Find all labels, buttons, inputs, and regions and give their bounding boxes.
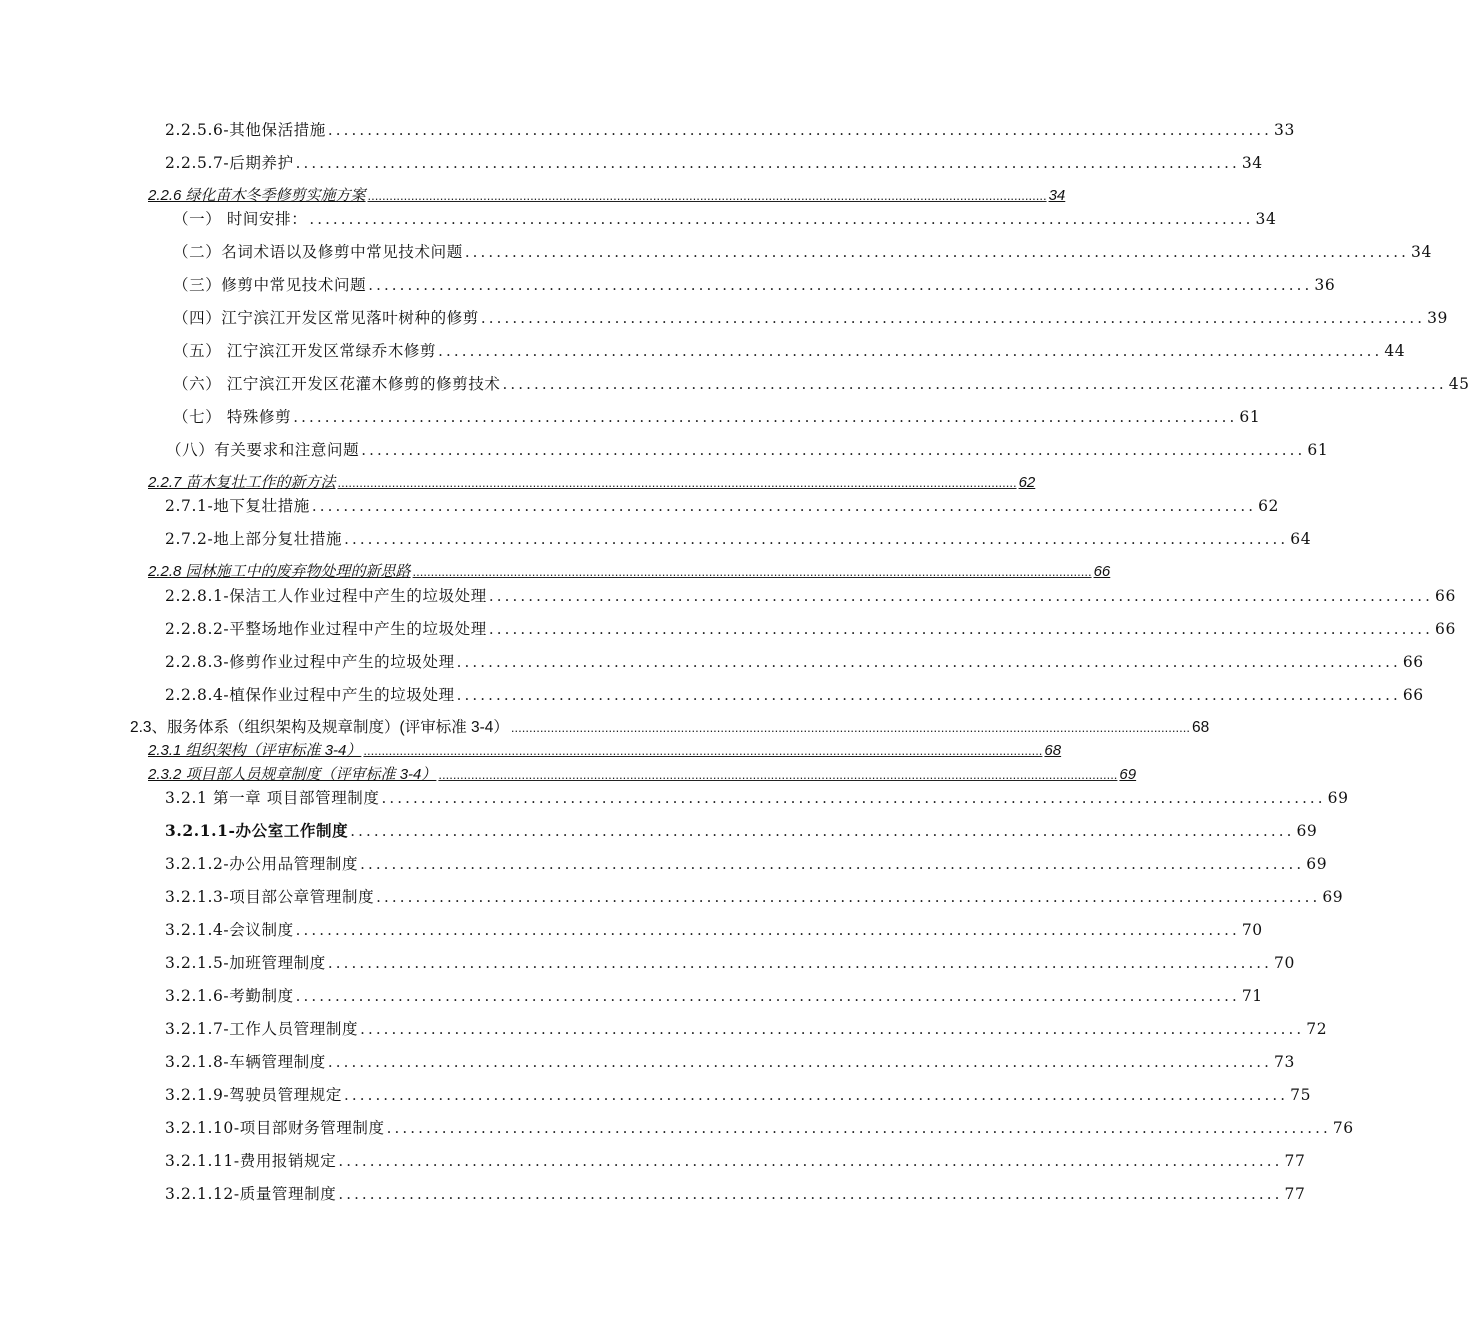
- toc-entry-page: 66: [1435, 620, 1456, 638]
- toc-entry-title: 2.3.2 项目部人员规章制度（评审标准 3-4）: [148, 766, 437, 783]
- toc-entry-title: （二）名词术语以及修剪中常见技术问题: [173, 243, 463, 261]
- toc-leader-dots: ........................................................................................................................: [368, 276, 1313, 294]
- toc-entry-title: 3.2.1.11-费用报销规定: [165, 1152, 337, 1170]
- toc-entry[interactable]: [165, 1017, 1328, 1039]
- toc-leader-dots: ........................................................................................................................: [338, 1185, 1283, 1203]
- toc-entry[interactable]: [173, 339, 1406, 361]
- toc-entry-title: 2.2.5.6-其他保活措施: [165, 121, 326, 139]
- toc-entry-title: 2.2.6 绿化苗木冬季修剪实施方案: [148, 187, 366, 204]
- toc-leader-dots: ........................................................................................................................: [295, 921, 1240, 939]
- toc-entry-page: 76: [1332, 1119, 1354, 1137]
- toc-entry-page: 39: [1427, 309, 1449, 327]
- toc-leader-dots: ........................................................................................................................: [293, 408, 1238, 426]
- toc-entry-page: 34: [1048, 187, 1066, 204]
- toc-entry-page: 66: [1093, 563, 1111, 580]
- toc-entry-title: 2.2.8 园林施工中的废弃物处理的新思路: [148, 563, 411, 580]
- toc-entry-page: 69: [1296, 822, 1318, 840]
- toc-entry-page: 62: [1018, 474, 1036, 491]
- toc-leader-dots: ............................................................................................................................................................................................: [337, 475, 1017, 490]
- toc-entry-title: 2.2.8.1-保洁工人作业过程中产生的垃圾处理: [165, 587, 487, 605]
- toc-entry-page: 69: [1327, 789, 1349, 807]
- toc-entry-title: 2.2.8.2-平整场地作业过程中产生的垃圾处理: [165, 620, 487, 638]
- toc-entry[interactable]: [165, 1050, 1295, 1072]
- toc-entry[interactable]: [173, 306, 1449, 328]
- toc-entry-title: 2.2.7 苗木复壮工作的新方法: [148, 474, 336, 491]
- toc-entry[interactable]: [165, 1083, 1312, 1105]
- toc-entry-page: 62: [1258, 497, 1279, 515]
- toc-leader-dots: ........................................................................................................................: [295, 154, 1240, 172]
- toc-entry[interactable]: [165, 1182, 1306, 1204]
- toc-entry-page: 44: [1384, 342, 1406, 360]
- toc-chapter-heading[interactable]: [130, 715, 1210, 737]
- toc-entry-page: 33: [1274, 121, 1295, 139]
- toc-leader-dots: ........................................................................................................................: [488, 587, 1434, 605]
- toc-section-heading[interactable]: [148, 560, 1111, 581]
- toc-entry-title: 3.2.1.2-办公用品管理制度: [165, 855, 359, 873]
- toc-entry-title: 3.2.1.4-会议制度: [165, 921, 294, 939]
- toc-entry-page: 61: [1239, 408, 1261, 426]
- toc-leader-dots: ............................................................................................................................................................................................: [412, 564, 1092, 579]
- toc-entry-page: 66: [1402, 653, 1424, 671]
- toc-entry-title: （三）修剪中常见技术问题: [173, 276, 367, 294]
- toc-entry[interactable]: [165, 617, 1456, 639]
- toc-entry-page: 72: [1306, 1020, 1328, 1038]
- toc-entry-title: （八）有关要求和注意问题: [166, 441, 360, 459]
- toc-entry[interactable]: [165, 584, 1456, 606]
- toc-leader-dots: ........................................................................................................................: [480, 309, 1426, 327]
- toc-entry-page: 77: [1284, 1152, 1306, 1170]
- toc-leader-dots: ........................................................................................................................: [488, 620, 1434, 638]
- toc-entry-page: 70: [1241, 921, 1263, 939]
- toc-leader-dots: ........................................................................................................................: [295, 987, 1240, 1005]
- toc-entry[interactable]: [166, 438, 1329, 460]
- toc-entry-title: 3.2.1.8-车辆管理制度: [165, 1053, 326, 1071]
- toc-section-heading[interactable]: [148, 184, 1066, 205]
- toc-entry[interactable]: [165, 683, 1424, 705]
- toc-entry-page: 34: [1255, 210, 1277, 228]
- toc-entry[interactable]: [165, 494, 1279, 516]
- toc-entry-title: 3.2.1.6-考勤制度: [165, 987, 294, 1005]
- toc-entry-title: 2.3、服务体系（组织架构及规章制度）(评审标准 3-4）: [130, 719, 509, 736]
- toc-entry-title: 3.2.1.3-项目部公章管理制度: [165, 888, 375, 906]
- toc-entry-page: 66: [1402, 686, 1424, 704]
- toc-leader-dots: ........................................................................................................................: [464, 243, 1409, 261]
- toc-entry-page: 69: [1322, 888, 1344, 906]
- toc-entry[interactable]: [173, 372, 1470, 394]
- toc-leader-dots: ........................................................................................................................: [502, 375, 1447, 393]
- toc-entry[interactable]: [165, 118, 1295, 140]
- toc-entry-title: （四）江宁滨江开发区常见落叶树种的修剪: [173, 309, 479, 327]
- toc-entry[interactable]: [173, 273, 1336, 295]
- toc-entry-title: 3.2.1.12-质量管理制度: [165, 1185, 337, 1203]
- toc-entry-page: 69: [1306, 855, 1328, 873]
- toc-leader-dots: ........................................................................................................................: [350, 822, 1295, 840]
- toc-leader-dots: ........................................................................................................................: [456, 686, 1401, 704]
- toc-leader-dots: ............................................................................................................................................................................................: [367, 188, 1047, 203]
- toc-leader-dots: ........................................................................................................................: [386, 1119, 1331, 1137]
- toc-leader-dots: ........................................................................................................................: [327, 121, 1273, 139]
- toc-leader-dots: ............................................................................................................................................................................................: [510, 720, 1190, 735]
- toc-entry[interactable]: [165, 918, 1263, 940]
- toc-entry-title: 2.7.2-地上部分复壮措施: [165, 530, 343, 548]
- toc-entry-title: 2.2.8.4-植保作业过程中产生的垃圾处理: [165, 686, 455, 704]
- toc-entry-page: 45: [1448, 375, 1470, 393]
- toc-entry-page: 66: [1435, 587, 1456, 605]
- toc-leader-dots: ........................................................................................................................: [311, 497, 1257, 515]
- toc-entry-page: 73: [1274, 1053, 1295, 1071]
- toc-entry-title: 3.2.1.10-项目部财务管理制度: [165, 1119, 385, 1137]
- toc-leader-dots: ........................................................................................................................: [343, 1086, 1289, 1104]
- toc-entry-page: 71: [1241, 987, 1263, 1005]
- toc-entry-title: （一） 时间安排：: [173, 210, 308, 228]
- toc-entry[interactable]: [165, 527, 1312, 549]
- toc-entry-page: 64: [1290, 530, 1312, 548]
- toc-leader-dots: ........................................................................................................................: [360, 1020, 1305, 1038]
- toc-section-heading[interactable]: [148, 739, 1062, 760]
- toc-leader-dots: ........................................................................................................................: [376, 888, 1321, 906]
- toc-entry[interactable]: [165, 852, 1328, 874]
- toc-leader-dots: ........................................................................................................................: [327, 1053, 1273, 1071]
- toc-entry-title: 2.7.1-地下复壮措施: [165, 497, 310, 515]
- toc-entry-page: 34: [1410, 243, 1432, 261]
- toc-leader-dots: ........................................................................................................................: [381, 789, 1326, 807]
- toc-entry[interactable]: [173, 207, 1277, 229]
- toc-entry-page: 61: [1307, 441, 1329, 459]
- toc-entry-page: 69: [1119, 766, 1137, 783]
- toc-entry-page: 36: [1314, 276, 1336, 294]
- toc-leader-dots: ............................................................................................................................................................................................: [438, 767, 1118, 782]
- toc-leader-dots: ........................................................................................................................: [327, 954, 1273, 972]
- toc-leader-dots: ............................................................................................................................................................................................: [363, 743, 1043, 758]
- toc-entry-title: 2.3.1 组织架构（评审标准 3-4）: [148, 742, 362, 759]
- toc-entry-title: 3.2.1.5-加班管理制度: [165, 954, 326, 972]
- toc-entry-title: （六） 江宁滨江开发区花灌木修剪的修剪技术: [173, 375, 501, 393]
- toc-leader-dots: ........................................................................................................................: [456, 653, 1401, 671]
- toc-entry-title: 2.2.8.3-修剪作业过程中产生的垃圾处理: [165, 653, 455, 671]
- toc-entry-page: 77: [1284, 1185, 1306, 1203]
- toc-entry-page: 70: [1274, 954, 1295, 972]
- toc-leader-dots: ........................................................................................................................: [344, 530, 1289, 548]
- toc-entry[interactable]: [165, 1149, 1306, 1171]
- toc-entry[interactable]: [173, 240, 1432, 262]
- toc-section-heading[interactable]: [148, 763, 1137, 784]
- toc-entry-page: 68: [1044, 742, 1062, 759]
- toc-entry[interactable]: [173, 405, 1261, 427]
- toc-entry-title: 3.2.1.9-驾驶员管理规定: [165, 1086, 342, 1104]
- toc-leader-dots: ........................................................................................................................: [361, 441, 1306, 459]
- toc-entry[interactable]: [165, 984, 1263, 1006]
- toc-leader-dots: ........................................................................................................................: [360, 855, 1305, 873]
- toc-entry-title: 3.2.1.7-工作人员管理制度: [165, 1020, 359, 1038]
- toc-entry-page: 68: [1191, 719, 1210, 736]
- toc-leader-dots: ........................................................................................................................: [338, 1152, 1283, 1170]
- toc-entry[interactable]: [165, 650, 1424, 672]
- toc-entry-title: 2.2.5.7-后期养护: [165, 154, 294, 172]
- toc-entry-title: 3.2.1.1-办公室工作制度: [165, 821, 349, 840]
- toc-entry-page: 34: [1241, 154, 1263, 172]
- toc-section-heading[interactable]: [148, 471, 1036, 492]
- toc-leader-dots: ........................................................................................................................: [309, 210, 1254, 228]
- toc-entry[interactable]: [165, 885, 1344, 907]
- toc-entry[interactable]: [165, 151, 1263, 173]
- toc-entry-title: （五） 江宁滨江开发区常绿乔木修剪: [173, 342, 437, 360]
- toc-entry[interactable]: [165, 786, 1349, 808]
- toc-entry[interactable]: [165, 951, 1295, 973]
- toc-entry[interactable]: [165, 819, 1318, 841]
- toc-leader-dots: ........................................................................................................................: [438, 342, 1383, 360]
- toc-entry-title: 3.2.1 第一章 项目部管理制度: [165, 789, 380, 807]
- toc-entry-page: 75: [1290, 1086, 1312, 1104]
- toc-entry-title: （七） 特殊修剪: [173, 408, 292, 426]
- toc-entry[interactable]: [165, 1116, 1354, 1138]
